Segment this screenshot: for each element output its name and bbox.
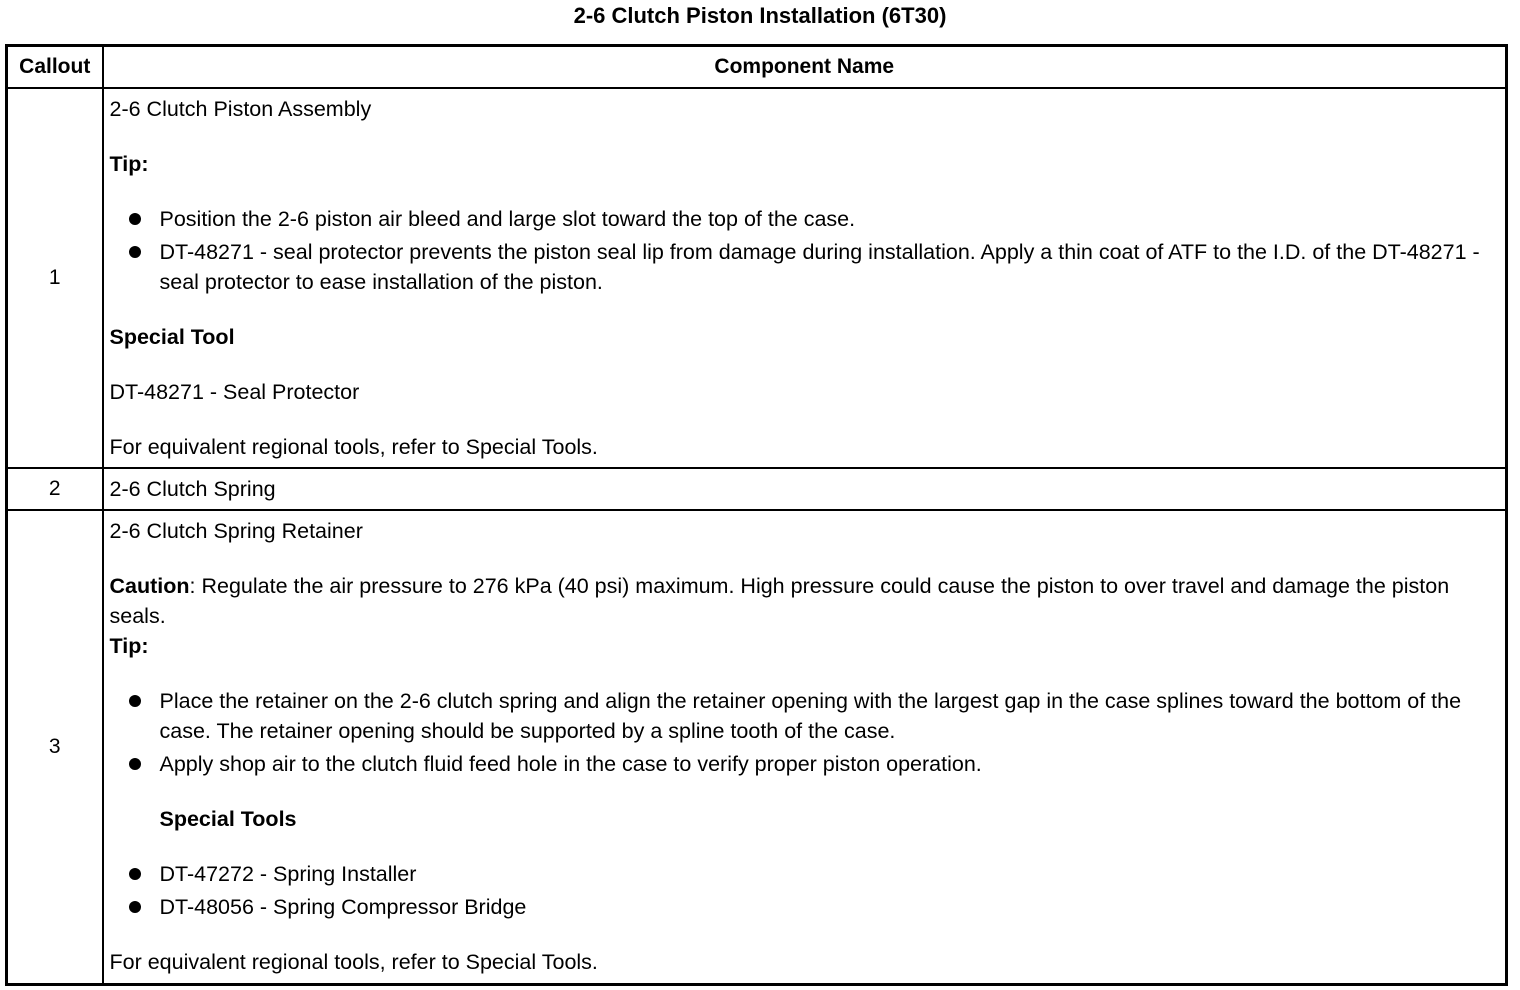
list-item: DT-48271 - seal protector prevents the piston seal lip from damage during installation. Apply a thin coat of ATF to the I.D. of the DT-48271 - seal protector to ease installation of the piston. [110,237,1500,297]
header-component-name: Component Name [103,46,1507,89]
component-name: 2-6 Clutch Piston Assembly [109,97,372,121]
tip-label: Tip: [109,152,149,176]
regional-tools-note: For equivalent regional tools, refer to Special Tools. [109,950,598,974]
component-name: 2-6 Clutch Spring [109,477,276,501]
tip-list [110,686,1500,779]
caution-text: : Regulate the air pressure to 276 kPa (40 psi) maximum. High pressure could cause the piston to over travel and damage the piston seals. [109,574,1450,628]
component-cell [103,468,1507,510]
table-row [7,88,1507,468]
component-cell [103,88,1507,468]
tip-label: Tip: [109,634,149,658]
component-name: 2-6 Clutch Spring Retainer [109,519,363,543]
table-header-row [7,46,1507,89]
header-callout: Callout [7,46,103,89]
special-tool-label: Special Tool [109,325,235,349]
caution-note [110,571,1500,631]
component-cell [103,510,1507,984]
page-title: 2-6 Clutch Piston Installation (6T30) [573,3,947,28]
callout-number: 2 [7,468,103,510]
list-item: Place the retainer on the 2-6 clutch spring and align the retainer opening with the largest gap in the case splines toward the bottom of the case. The retainer opening should be supported by a spline tooth of the case. [110,686,1500,746]
callout-number: 3 [7,510,103,984]
procedure-table [5,44,1508,986]
regional-tools-note: For equivalent regional tools, refer to Special Tools. [109,435,598,459]
special-tools-list [110,859,1500,922]
table-row [7,468,1507,510]
table-row [7,510,1507,984]
special-tool-name: DT-48271 - Seal Protector [109,380,360,404]
tip-list [110,204,1500,297]
caution-label: Caution [109,574,190,598]
list-item: DT-48056 - Spring Compressor Bridge [110,892,1500,922]
special-tools-label: Special Tools [159,807,297,831]
callout-number: 1 [7,88,103,468]
list-item: Position the 2-6 piston air bleed and large slot toward the top of the case. [110,204,1500,234]
list-item: DT-47272 - Spring Installer [110,859,1500,889]
list-item: Apply shop air to the clutch fluid feed hole in the case to verify proper piston operation. [110,749,1500,779]
